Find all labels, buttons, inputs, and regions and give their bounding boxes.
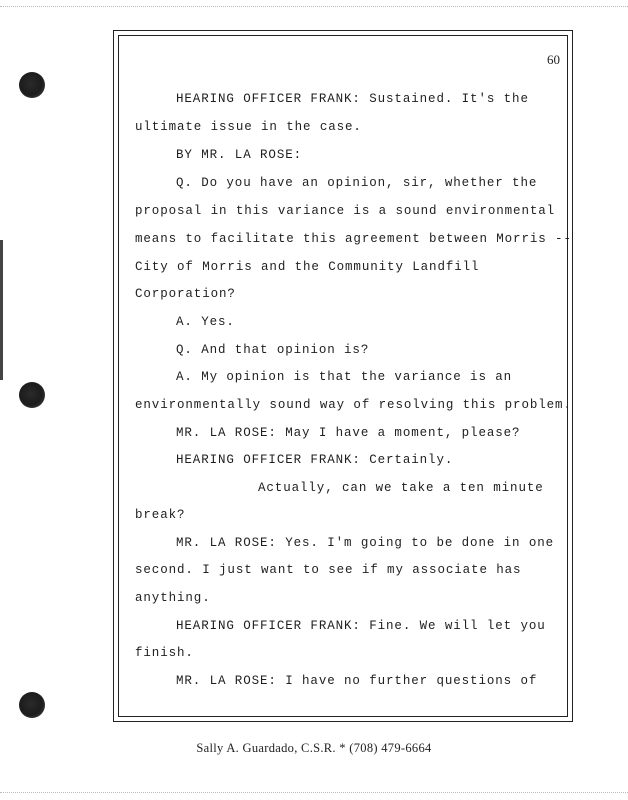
transcript-line: proposal in this variance is a sound environmental — [135, 204, 556, 218]
scan-edge-mark — [0, 240, 3, 380]
transcript-line: HEARING OFFICER FRANK: Sustained. It's the — [176, 92, 529, 106]
transcript-line: means to facilitate this agreement between Morris -- — [135, 232, 572, 246]
scan-noise — [0, 792, 628, 794]
transcript-line: break? — [135, 508, 186, 522]
punch-hole-graphic — [19, 382, 45, 408]
punch-hole-graphic — [19, 692, 45, 718]
transcript-line: MR. LA ROSE: May I have a moment, please? — [176, 426, 521, 440]
transcript-line: ultimate issue in the case. — [135, 120, 362, 134]
transcript-line: HEARING OFFICER FRANK: Certainly. — [176, 453, 454, 467]
transcript-line: A. Yes. — [176, 315, 235, 329]
transcript-line: environmentally sound way of resolving this problem. — [135, 398, 572, 412]
transcript-line: Q. Do you have an opinion, sir, whether the — [176, 176, 538, 190]
transcript-line: anything. — [135, 591, 211, 605]
scan-noise — [0, 6, 628, 8]
punch-hole-graphic — [19, 72, 45, 98]
transcript-line: MR. LA ROSE: Yes. I'm going to be done in one — [176, 536, 555, 550]
transcript-line: City of Morris and the Community Landfill — [135, 260, 480, 274]
transcript-line: A. My opinion is that the variance is an — [176, 370, 513, 384]
page-number: 60 — [547, 52, 560, 67]
reporter-footer: Sally A. Guardado, C.S.R. * (708) 479-6664 — [196, 741, 432, 755]
transcript-line: finish. — [135, 646, 194, 660]
transcript-line: Actually, can we take a ten minute — [258, 481, 544, 495]
transcript-line: Q. And that opinion is? — [176, 343, 370, 357]
transcript-line: second. I just want to see if my associate has — [135, 563, 522, 577]
transcript-line: BY MR. LA ROSE: — [176, 148, 303, 162]
transcript-line: HEARING OFFICER FRANK: Fine. We will let you — [176, 619, 546, 633]
transcript-line: MR. LA ROSE: I have no further questions of — [176, 674, 538, 688]
transcript-line: Corporation? — [135, 287, 236, 301]
